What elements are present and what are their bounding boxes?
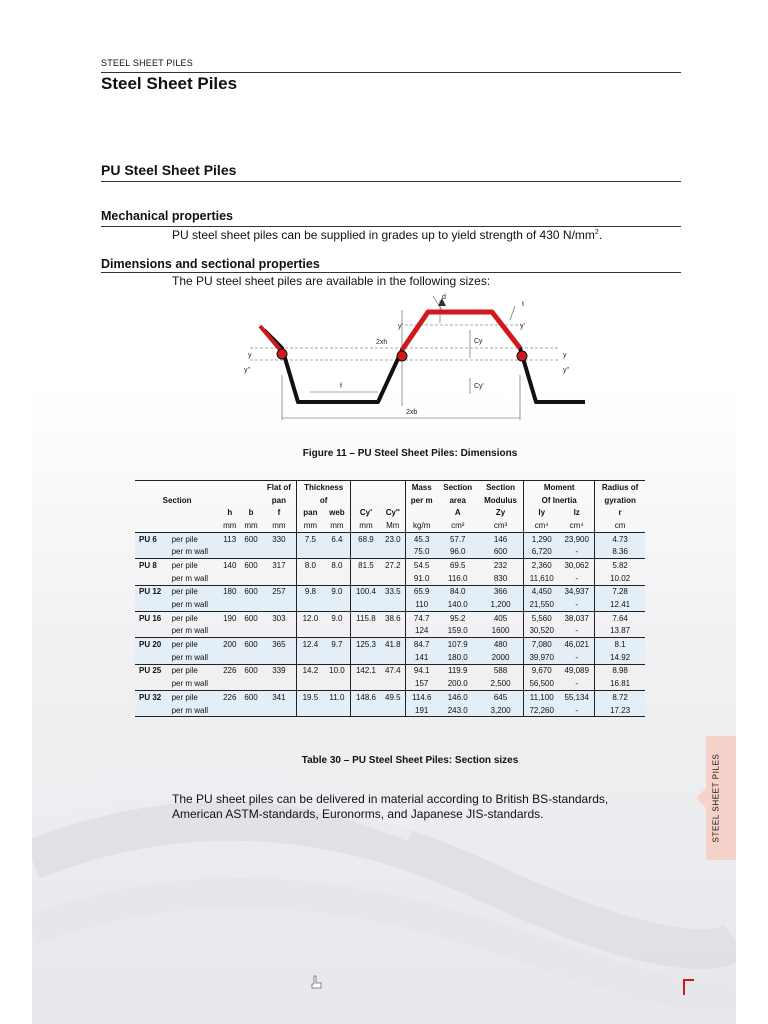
table-cell: 180.0 [438,651,478,664]
dimensions-rule [101,272,681,273]
table-cell: 8.0 [324,559,351,572]
table-cell: 8.98 [595,664,645,677]
per-wall-label: per m wall [170,598,220,611]
table-cell: 72,260 [524,704,560,717]
page-title: Steel Sheet Piles [101,74,238,93]
table-cell: - [559,545,595,558]
hdr-modulus: Section [478,481,524,494]
table-cell: 30,062 [559,559,595,572]
section-name: PU 25 [135,664,170,677]
table-cell: 140 [219,559,240,572]
table-cell: 12.4 [297,638,324,651]
table-cell: 54.5 [405,559,437,572]
section-name: PU 8 [135,559,170,572]
table-cell: 243.0 [438,704,478,717]
table-cell: 55,134 [559,691,595,704]
running-title: STEEL SHEET PILES [101,58,193,68]
section-name: PU 12 [135,585,170,598]
table-cell: 45.3 [405,532,437,545]
table-cell: - [575,573,579,583]
table-cell: 12.0 [297,611,324,624]
section-sizes-table [135,480,645,717]
table-cell: 46,021 [559,638,595,651]
table-cell: 38,037 [559,611,595,624]
table-cell: 84.7 [405,638,437,651]
table-cell: 140.0 [438,598,478,611]
table-cell: 17.23 [595,704,645,717]
table-cell: 41.8 [381,638,406,651]
table-cell: 2,360 [524,559,560,572]
table-cell: 600 [240,532,261,545]
header-row-3: h b f pan web Cy' Cy'' A Zy Iy Iz r [135,506,645,519]
table-cell: 232 [478,559,524,572]
per-pile-label: per pile [170,638,220,651]
table-cell: 69.5 [438,559,478,572]
table-cell: 588 [478,664,524,677]
label-yp-right: y' [520,323,525,330]
table-cell: - [575,679,579,689]
table-cell: 4,450 [524,585,560,598]
table-row [135,625,645,638]
table-cell: 113 [219,532,240,545]
table-cell: 110 [405,598,437,611]
table-cell: 9.8 [297,585,324,598]
table-row [135,611,645,624]
figure-caption: Figure 11 – PU Steel Sheet Piles: Dimensions [302,448,518,459]
per-wall-label: per m wall [171,626,209,636]
table-cell: 11.0 [324,691,351,704]
table-cell: - [559,598,595,611]
table-cell: 8.0 [297,559,324,572]
table-cell: 9.7 [324,638,351,651]
table-cell: 405 [478,611,524,624]
table-cell: 14.92 [595,651,645,664]
table-cell: 74.7 [405,611,437,624]
header-row-2: Section pan of per m area Modulus Of Inertia gyration [135,494,645,507]
dimensions-heading: Dimensions and sectional properties [101,257,320,271]
table-cell: 600 [240,611,261,624]
table-cell: 2000 [478,651,524,664]
table-cell: 81.5 [351,559,381,572]
table-cell: 330 [262,532,297,545]
table-cell: 27.2 [381,559,406,572]
table-cell: 226 [219,691,240,704]
per-pile-label: per pile [170,585,220,598]
table-cell: 341 [262,691,297,704]
table-cell: 38.6 [381,611,406,624]
hdr-moment: Moment [524,481,595,494]
table-cell: 12.41 [595,598,645,611]
table-row [135,638,645,651]
table-cell: 157 [405,677,437,690]
table-cell: 830 [493,573,508,583]
dimensions-text: The PU steel sheet piles are available in the following sizes: [172,274,491,288]
page-cursor-icon [308,974,326,992]
table-cell: 34,937 [559,585,595,598]
table-cell: 57.7 [438,532,478,545]
table-cell: 6,720 [524,545,560,558]
table-cell: 11,610 [524,572,560,585]
table-row [135,691,645,704]
table-cell: 365 [262,638,297,651]
decorative-swirl [32,740,736,1024]
table-cell: 191 [405,704,437,717]
corner-mark-icon [683,979,694,995]
table-cell: 159.0 [447,626,468,636]
table-cell: 23.0 [381,532,406,545]
table-cell: 8.36 [595,545,645,558]
table-cell: 3,200 [478,704,524,717]
per-wall-label: per m wall [170,545,220,558]
per-pile-label: per pile [170,559,220,572]
table-cell: 114.6 [405,691,437,704]
table-cell: 190 [219,611,240,624]
hdr-radius: Radius of [595,481,645,494]
table-cell: 49.5 [381,691,406,704]
table-cell: 317 [262,559,297,572]
table-cell: 1,290 [524,532,560,545]
table-cell: 257 [262,585,297,598]
table-row [135,585,645,598]
table-row [135,559,645,572]
table-cell: 13.87 [595,625,645,638]
table-cell: 339 [262,664,297,677]
header-row-1 [135,481,645,494]
section-name: PU 6 [135,532,170,545]
table-cell: 14.2 [297,664,324,677]
table-cell: 600 [478,545,524,558]
table-cell: 6.4 [324,532,351,545]
table-cell: 39,970 [524,651,560,664]
table-row [135,572,645,585]
per-pile-label: per pile [170,664,220,677]
table-cell: 75.0 [405,545,437,558]
table-cell: 5.82 [595,559,645,572]
table-row [135,598,645,611]
table-cell: 7.64 [595,611,645,624]
table-row [135,651,645,664]
table-cell: 95.2 [438,611,478,624]
table-cell: 645 [478,691,524,704]
table-cell: 141 [405,651,437,664]
table-cell: 303 [262,611,297,624]
per-wall-label: per m wall [171,573,209,583]
label-d: d [442,294,446,301]
table-cell: 600 [240,559,261,572]
closing-line-1: The PU sheet piles can be delivered in material according to British BS-standards, [172,792,609,806]
profile-black [264,312,585,402]
table-cell: 100.4 [351,585,381,598]
table-cell: 94.1 [405,664,437,677]
hdr-section: Section [162,495,192,505]
table-cell: 11,100 [524,691,560,704]
label-yp-top: y' [398,323,403,330]
table-cell: 119.9 [438,664,478,677]
label-2xb: 2xb [406,409,418,416]
table-cell: 146.0 [438,691,478,704]
table-cell: 107.9 [438,638,478,651]
hdr-flat: Flat of [262,481,297,494]
table-cell: 480 [478,638,524,651]
table-cell: 21,550 [524,598,560,611]
section-title: PU Steel Sheet Piles [101,162,237,178]
table-cell: 7.5 [297,532,324,545]
table-cell: 7,080 [524,638,560,651]
table-cell: 56,500 [524,677,560,690]
table-cell: 9,670 [524,664,560,677]
label-2xh: 2xh [376,339,388,346]
label-cy-prime: Cy' [474,383,484,390]
interlock-right [517,351,527,361]
table-cell: 200 [219,638,240,651]
table-cell: 8.72 [595,691,645,704]
table-cell: 19.5 [297,691,324,704]
label-y-left: y [248,352,252,359]
table-cell: 49,089 [559,664,595,677]
table-cell: 47.4 [381,664,406,677]
per-pile-label: per pile [170,691,220,704]
table-cell: 5,560 [524,611,560,624]
per-pile-label: per pile [170,532,220,545]
profile-red [402,312,520,350]
table-cell: 125.3 [351,638,381,651]
table-row [135,677,645,690]
per-wall-label: per m wall [170,651,220,664]
table-cell: 9.0 [324,611,351,624]
table-cell: 10.02 [595,572,645,585]
hdr-thickness: Thickness [297,481,351,494]
table-cell: - [559,651,595,664]
table-cell: 146 [478,532,524,545]
pu-profile-diagram [230,290,590,425]
label-y-right: y [563,352,567,359]
table-cell: 116.0 [448,573,468,583]
per-wall-label: per m wall [171,679,209,689]
table-row [135,545,645,558]
table-body [135,532,645,717]
table-caption: Table 30 – PU Steel Sheet Piles: Section sizes [301,755,519,766]
table-cell: 600 [240,691,261,704]
section-name: PU 32 [135,691,170,704]
table-cell: 115.8 [351,611,381,624]
table-cell: 30,520 [524,625,560,638]
mechanical-text: PU steel sheet piles can be supplied in grades up to yield strength of 430 $N/mm^2$. [172,228,603,242]
table-cell: 16.81 [595,677,645,690]
table-row [135,664,645,677]
table-cell: 200.0 [447,679,468,689]
units-row: mm mm mm mm mm mm Mm kg/m cm² cm³ cm⁴ cm⁴ cm [135,519,645,532]
table-cell: 23,900 [559,532,595,545]
hdr-mass: Mass [405,481,437,494]
table-cell: 600 [240,638,261,651]
table-cell: 148.6 [351,691,381,704]
table-cell: - [559,704,595,717]
table-cell: 33.5 [381,585,406,598]
section-name: PU 16 [135,611,170,624]
per-pile-label: per pile [170,611,220,624]
table-row [135,532,645,545]
table-cell: 2,500 [490,679,511,689]
table-cell: 1600 [491,626,510,636]
label-ydd-right: y'' [563,367,570,374]
table-cell: 7.28 [595,585,645,598]
label-cy: Cy [474,338,483,345]
table-cell: 180 [219,585,240,598]
interlock-left [277,349,287,359]
table-cell: 8.1 [595,638,645,651]
table-cell: 68.9 [351,532,381,545]
header-rule [101,72,681,73]
table-cell: 10.0 [324,664,351,677]
table-cell: 65.9 [405,585,437,598]
section-name: PU 20 [135,638,170,651]
hdr-area: Section [438,481,478,494]
mechanical-rule [101,226,681,227]
per-wall-label: per m wall [170,704,220,717]
table-cell: 84.0 [438,585,478,598]
mechanical-heading: Mechanical properties [101,209,233,223]
table-cell: 226 [219,664,240,677]
table-cell: 4.73 [595,532,645,545]
label-f: f [340,383,342,390]
table-cell: 600 [240,664,261,677]
table-cell: 96.0 [438,545,478,558]
table-row [135,704,645,717]
table-cell: 91.0 [405,572,437,585]
side-tab-label: STEEL SHEET PILES [711,753,721,843]
table-cell: 600 [240,585,261,598]
closing-line-2: American ASTM-standards, Euronorms, and Japanese JIS-standards. [172,807,544,821]
table-cell: 1,200 [478,598,524,611]
table-cell: 142.1 [351,664,381,677]
table-cell: 366 [478,585,524,598]
table-cell: - [575,626,579,636]
table-cell: 124 [405,625,437,638]
label-ydd-left: y'' [244,367,251,374]
table-cell: 9.0 [324,585,351,598]
interlock-mid [397,351,407,361]
label-t: t [522,301,524,308]
section-rule [101,181,681,182]
